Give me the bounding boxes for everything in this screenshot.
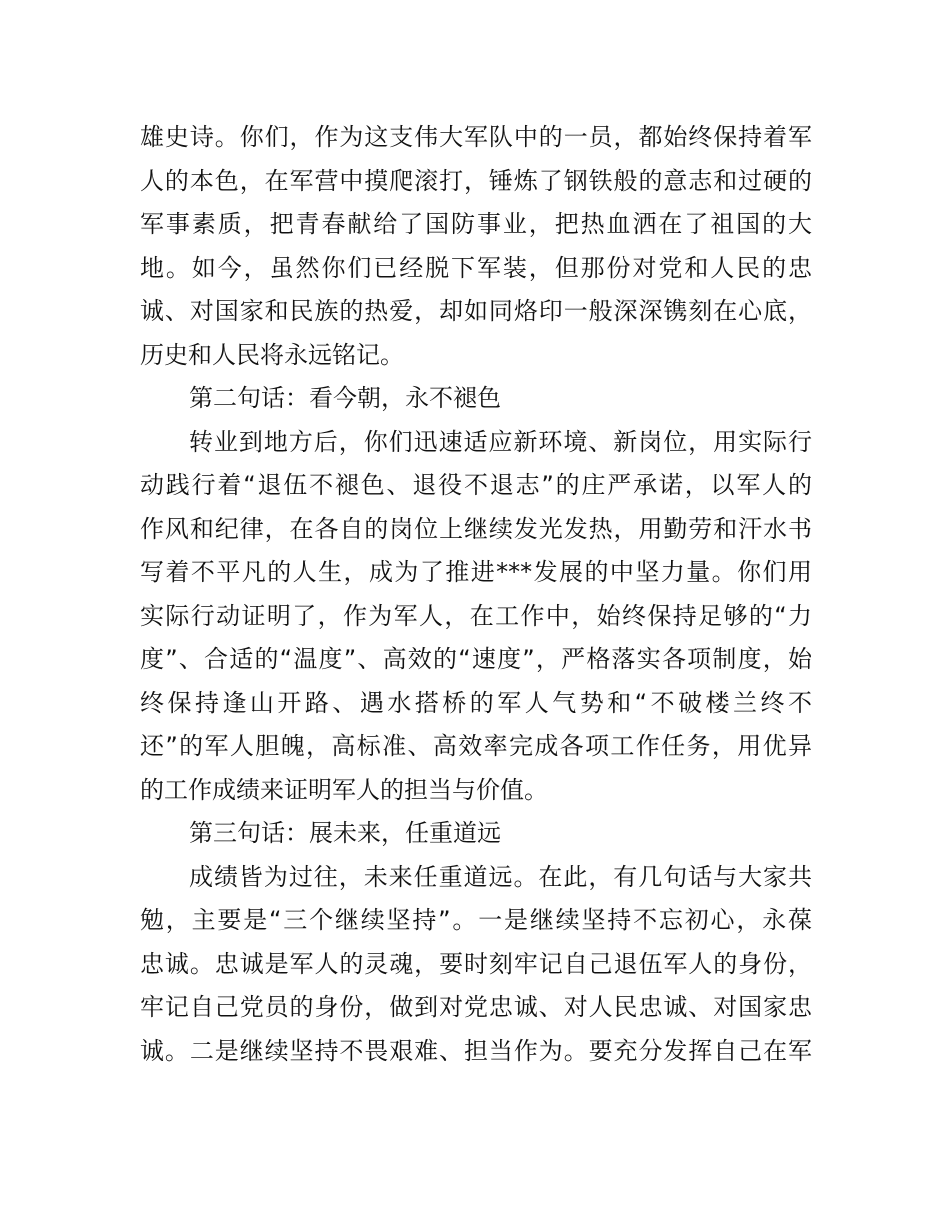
text-line: 还”的军人胆魄，高标准、高效率完成各项工作任务，用优异 — [140, 732, 812, 760]
text-line: 历史和人民将永远铭记。 — [140, 340, 404, 369]
text-line: 终保持逢山开路、遇水搭桥的军人气势和“不破楼兰终不 — [140, 688, 812, 717]
text-line: 度”、合适的“温度”、高效的“速度”，严格落实各项制度，始 — [140, 645, 812, 673]
text-line: 勉，主要是“三个继续坚持”。一是继续坚持不忘初心，永葆 — [140, 906, 812, 934]
paragraph — [140, 116, 812, 377]
paragraph — [140, 856, 812, 1074]
section-heading — [140, 812, 812, 856]
text-line: 牢记自己党员的身份，做到对党忠诚、对人民忠诚、对国家忠 — [140, 993, 812, 1021]
text-line: 写着不平凡的人生，成为了推进***发展的中坚力量。你们用 — [140, 558, 812, 586]
heading-text: 第三句话：展未来，任重道远 — [189, 819, 501, 847]
text-line: 忠诚。忠诚是军人的灵魂，要时刻牢记自己退伍军人的身份， — [140, 949, 812, 978]
text-line: 军事素质，把青春献给了国防事业，把热血洒在了祖国的大 — [140, 210, 812, 238]
text-line: 人的本色，在军营中摸爬滚打，锤炼了钢铁般的意志和过硬的 — [140, 166, 812, 195]
text-line: 地。如今，虽然你们已经脱下军装，但那份对党和人民的忠 — [140, 253, 812, 282]
text-line: 作风和纪律，在各自的岗位上继续发光发热，用勤劳和汗水书 — [140, 514, 812, 543]
section-heading — [140, 377, 812, 421]
document-body — [140, 116, 812, 1073]
text-line: 诚。二是继续坚持不畏艰难、担当作为。要充分发挥自己在军 — [140, 1036, 812, 1065]
paragraph — [140, 421, 812, 813]
text-line: 动践行着“退伍不褪色、退役不退志”的庄严承诺，以军人的 — [140, 471, 812, 499]
text-line: 实际行动证明了，作为军人，在工作中，始终保持足够的“力 — [140, 601, 812, 630]
text-line: 的工作成绩来证明军人的担当与价值。 — [140, 775, 548, 804]
text-line: 雄史诗。你们，作为这支伟大军队中的一员，都始终保持着军 — [140, 123, 812, 151]
heading-text: 第二句话：看今朝，永不褪色 — [189, 384, 501, 412]
text-line: 转业到地方后，你们迅速适应新环境、新岗位，用实际行 — [189, 427, 812, 456]
text-line: 诚、对国家和民族的热爱，却如同烙印一般深深镌刻在心底， — [140, 297, 812, 325]
text-line: 成绩皆为过往，未来任重道远。在此，有几句话与大家共 — [189, 862, 812, 891]
